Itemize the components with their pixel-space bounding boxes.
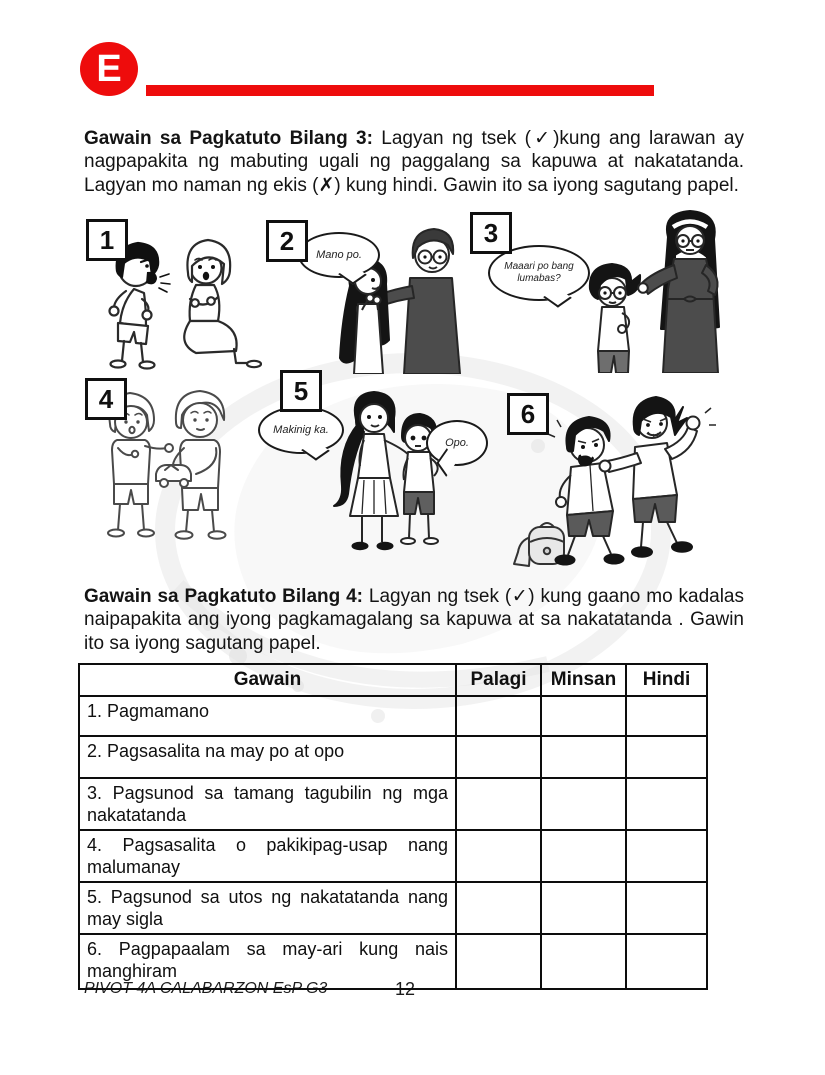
older-girl — [334, 392, 415, 549]
section-badge: E — [80, 42, 138, 96]
answer-cell — [456, 736, 541, 778]
speech-bubble-text: Makinig ka. — [273, 424, 329, 436]
answer-cell — [626, 736, 707, 778]
column-header-minsan: Minsan — [541, 664, 626, 696]
answer-cell — [541, 696, 626, 736]
speech-bubble-text: Mano po. — [316, 249, 362, 261]
answer-cell — [626, 696, 707, 736]
task-cell: 6. Pagpapaalam sa may-ari kung nais manghiram — [79, 934, 456, 989]
answer-cell — [541, 778, 626, 830]
table-row — [79, 736, 707, 778]
table-row — [79, 882, 707, 934]
activity3-title: Gawain sa Pagkatuto Bilang 3: — [84, 128, 373, 149]
figure-1 — [84, 217, 262, 373]
footer-page-number: 12 — [394, 979, 416, 999]
task-cell: 3. Pagsunod sa tamang tagubilin ng mga nakatatanda — [79, 778, 456, 830]
speech-bubble-text: Opo. — [445, 437, 469, 449]
answer-cell — [456, 882, 541, 934]
boy-with-glasses — [590, 264, 640, 373]
speech-bubble-makinig — [258, 406, 344, 454]
figure-6-number: 6 — [507, 393, 549, 435]
figure-1-number: 1 — [86, 219, 128, 261]
figure-3 — [462, 205, 754, 373]
activity3-paragraph — [84, 127, 744, 197]
speech-bubble-text: Maaari po bang lumabas? — [504, 261, 574, 284]
column-header-gawain: Gawain — [79, 664, 456, 696]
answer-cell — [541, 934, 626, 989]
activity4-title: Gawain sa Pagkatuto Bilang 4: — [84, 586, 364, 607]
answer-cell — [541, 736, 626, 778]
footer-book-title: PIVOT 4A CALABARZON EsP G3 — [84, 980, 328, 997]
toy-car-icon — [156, 465, 191, 487]
column-header-palagi: Palagi — [456, 664, 541, 696]
figure-6 — [495, 385, 751, 571]
kneeling-woman — [184, 240, 261, 367]
figure-2-number: 2 — [266, 220, 308, 262]
answer-cell — [626, 882, 707, 934]
mother-figure — [638, 211, 719, 373]
answer-cell — [626, 830, 707, 882]
figure-5-number: 5 — [280, 370, 322, 412]
boy-holding-toy — [156, 391, 226, 539]
answer-cell — [456, 934, 541, 989]
accent-rule — [146, 85, 654, 96]
task-cell: 5. Pagsunod sa utos ng nakatatanda nang may sigla — [79, 882, 456, 934]
table-row — [79, 778, 707, 830]
answer-cell — [626, 778, 707, 830]
answer-cell — [456, 778, 541, 830]
shouting-boy — [110, 243, 171, 369]
table-row — [79, 696, 707, 736]
column-header-hindi: Hindi — [626, 664, 707, 696]
figure-2 — [262, 218, 467, 374]
task-cell: 4. Pagsasalita o pakikipag-usap nang malumanay — [79, 830, 456, 882]
answer-cell — [456, 830, 541, 882]
figure-3-number: 3 — [470, 212, 512, 254]
task-cell: 2. Pagsasalita na may po at opo — [79, 736, 456, 778]
activity4-paragraph — [84, 585, 744, 655]
table-row — [79, 934, 707, 989]
answer-cell — [541, 882, 626, 934]
answer-cell — [541, 830, 626, 882]
figure-5 — [258, 368, 490, 570]
speech-bubble-opo — [426, 420, 488, 466]
answer-cell — [456, 696, 541, 736]
boy-attacking — [600, 397, 717, 557]
figure-4 — [82, 374, 268, 570]
activity3-body: Lagyan ng tsek (✓)kung ang larawan ay nagpapakita ng mabuting ugali ng paggalang sa kapuwa at nakatatanda. Lagyan mo naman ng ekis (✗) kung hindi. Gawin ito sa iyong sagutang papel. — [84, 128, 744, 196]
answer-cell — [626, 934, 707, 989]
activity4-body: Lagyan ng tsek (✓) kung gaano mo kadalas naipapakita ang iyong pagkamagalang sa kapuwa at sa nakatatanda . Gawin ito sa iyong sagutang papel. — [84, 586, 745, 654]
table-row — [79, 830, 707, 882]
figure-4-number: 4 — [85, 378, 127, 420]
speech-bubble-mano-po — [298, 232, 380, 278]
assessment-table — [78, 663, 708, 990]
task-cell: 1. Pagmamano — [79, 696, 456, 736]
